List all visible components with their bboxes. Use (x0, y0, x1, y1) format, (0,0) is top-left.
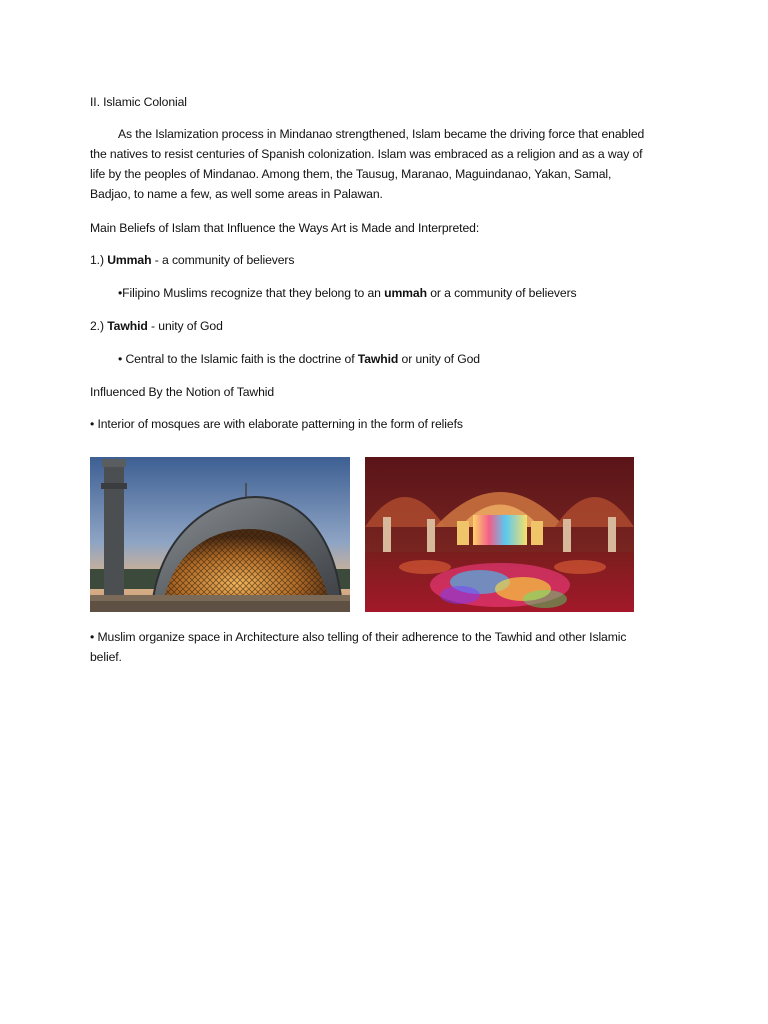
section-heading: II. Islamic Colonial (90, 95, 187, 109)
belief-1-term: Ummah (107, 253, 152, 267)
closing-text-continued: belief. (90, 650, 122, 664)
intro-line: life by the peoples of Mindanao. Among them, the Tausug, Maranao, Maguindanao, Yakan, Samal, (90, 167, 612, 181)
dome-mosque-photo (90, 457, 350, 612)
influenced-heading: Influenced By the Notion of Tawhid (90, 385, 275, 399)
influenced-bullet (90, 414, 463, 434)
intro-line: As the Islamization process in Mindanao strengthened, Islam became the driving force that enabled (118, 127, 645, 141)
bullet-text: or a community of believers (426, 286, 577, 300)
intro-line: the natives to resist centuries of Spanish colonization. Islam was embraced as a religion and as a way of (90, 147, 643, 161)
bullet-text: or unity of God (398, 352, 480, 366)
belief-2-heading (90, 316, 223, 336)
bullet-term: ummah (384, 286, 427, 300)
bullet-icon: • (118, 286, 123, 300)
bullet-text: Filipino Muslims recognize that they belong to an (122, 286, 385, 300)
belief-2-number: 2.) (90, 319, 104, 333)
bullet-term: Tawhid (357, 352, 399, 366)
intro-line: Badjao, to name a few, as well some areas in Palawan. (90, 187, 383, 201)
belief-1-definition: - a community of believers (154, 253, 295, 267)
belief-2-definition: - unity of God (151, 319, 223, 333)
belief-1-number: 1.) (90, 253, 104, 267)
closing-bullet-line (90, 627, 626, 647)
mosque-interior-photo (365, 457, 634, 612)
closing-text: Muslim organize space in Architecture also telling of their adherence to the Tawhid and other Islamic (97, 630, 627, 644)
bullet-text: Interior of mosques are with elaborate patterning in the form of reliefs (97, 417, 463, 431)
intro-paragraph (90, 124, 690, 204)
bullet-icon: • (90, 417, 95, 431)
belief-1-heading (90, 250, 294, 270)
beliefs-heading: Main Beliefs of Islam that Influence the Ways Art is Made and Interpreted: (90, 221, 480, 235)
bullet-icon: • (90, 630, 95, 644)
bullet-text: Central to the Islamic faith is the doctrine of (125, 352, 358, 366)
belief-1-bullet (118, 283, 577, 303)
bullet-icon: • (118, 352, 123, 366)
belief-2-term: Tawhid (107, 319, 148, 333)
belief-2-bullet (118, 349, 480, 369)
